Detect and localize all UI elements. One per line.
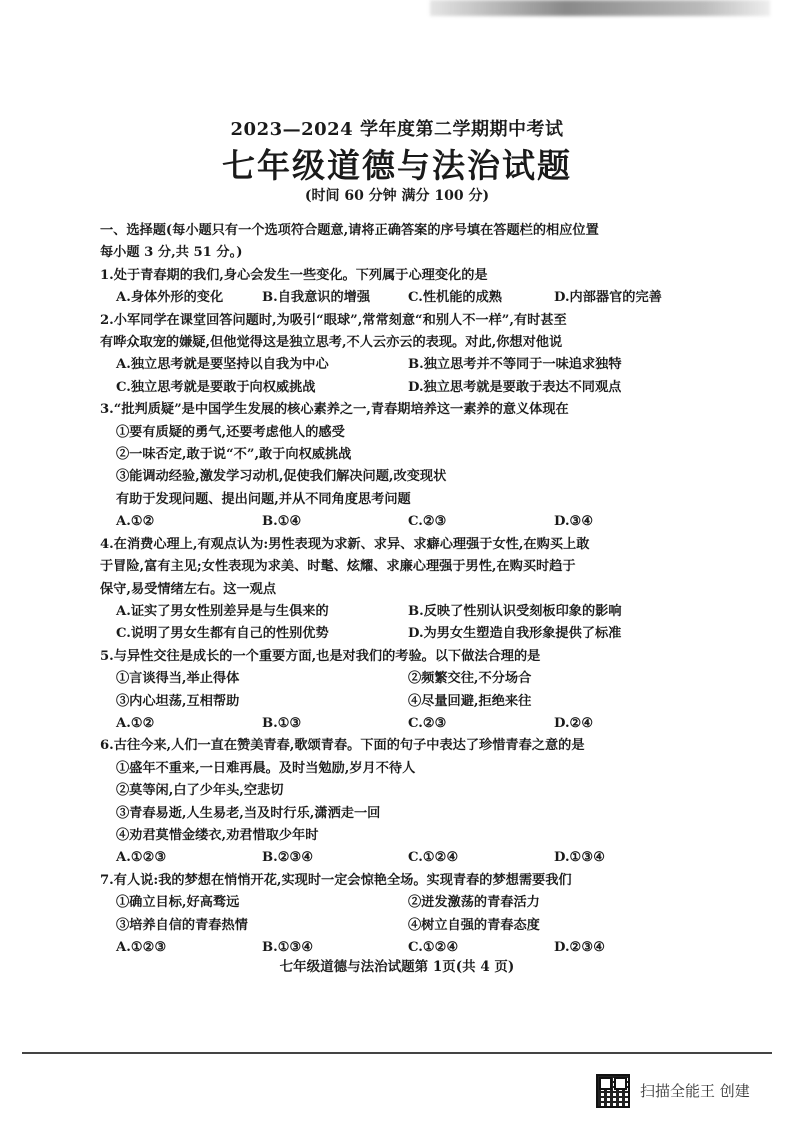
statement-2: ②迸发激荡的青春活力 [408,895,540,911]
statement-1: ①言谈得当,举止得体 [116,671,240,687]
statements-row [100,691,700,713]
option-c: C.独立思考就是要敢于向权威挑战 [116,379,316,395]
question-1 [100,265,700,310]
options-row [100,713,700,735]
question-7 [100,870,700,960]
option-a: A.①②③ [116,940,167,955]
statement-3: ③培养自信的青春热情 [116,917,248,933]
option-d: D.②④ [554,715,594,731]
option-c: C.②③ [408,514,447,530]
option-c: C.性机能的成熟 [408,290,502,306]
exam-year: 2023—2024 学年度第二学期期中考试 [230,119,564,140]
option-a: A.①② [116,715,155,731]
options-row [100,354,700,376]
page-footer: 七年级道德与法治试题第 1页(共 4 页) [279,959,515,975]
divider-line [22,1052,772,1054]
scan-smudge [430,0,770,16]
question-stem: 7.有人说:我的梦想在悄悄开花,实现时一定会惊艳全场。实现青春的梦想需要我们 [100,872,572,888]
options-row [100,377,700,399]
section-heading: 一、选择题(每小题只有一个选项符合题意,请将正确答案的序号填在答题栏的相应位置 [100,223,599,238]
option-d: D.为男女生塑造自我形象提供了标准 [408,626,622,642]
question-stem-cont: 于冒险,富有主见;女性表现为求美、时髦、炫耀、求廉心理强于男性,在购买时趋于 [100,559,576,575]
question-stem-cont: 保守,易受情绪左右。这一观点 [100,581,277,597]
question-3 [100,399,700,533]
option-b: B.①④ [262,514,302,530]
qr-code-icon [596,1074,630,1108]
question-stem: 2.小军同学在课堂回答问题时,为吸引“眼球”,常常刻意“和别人不一样”,有时甚至 [100,312,567,328]
question-stem: 4.在消费心理上,有观点认为:男性表现为求新、求异、求癖心理强于女性,在购买上敢 [100,536,590,552]
statement-3: ③青春易逝,人生易老,当及时行乐,潇洒走一回 [116,805,381,821]
statement-2: ②一味否定,敢于说“不”,敢于向权威挑战 [116,447,352,463]
question-4 [100,534,700,646]
option-c: C.说明了男女生都有自己的性别优势 [116,626,329,642]
option-b: B.自我意识的增强 [262,290,371,306]
exam-title: 七年级道德与法治试题 [222,146,572,185]
option-a: A.①② [116,514,155,530]
question-stem: 6.古往今来,人们一直在赞美青春,歌颂青春。下面的句子中表达了珍惜青春之意的是 [100,738,585,754]
statement-4: ④尽量回避,拒绝来往 [408,693,532,709]
question-6 [100,735,700,869]
option-d: D.③④ [554,514,594,530]
question-stem: 1.处于青春期的我们,身心会发生一些变化。下列属于心理变化的是 [100,267,488,283]
option-a: A.身体外形的变化 [116,290,224,306]
statement-4: ④树立自强的青春态度 [408,917,540,933]
question-stem: 5.与异性交往是成长的一个重要方面,也是对我们的考验。以下做法合理的是 [100,648,541,664]
exam-subtitle: (时间 60 分钟 满分 100 分) [304,188,490,204]
option-b: B.②③④ [262,850,314,866]
question-stem: 3.“批判质疑”是中国学生发展的核心素养之一,青春期培养这一素养的意义体现在 [100,402,569,418]
option-c: C.①②④ [408,940,459,955]
statements-row [100,668,700,690]
statements-row [100,892,700,914]
section-heading-cont: 每小题 3 分,共 51 分。) [100,245,243,261]
option-b: B.①③④ [262,940,314,955]
options-row [100,511,700,533]
scanner-watermark: 扫描全能王 创建 [640,1082,750,1100]
option-d: D.内部器官的完善 [554,290,662,306]
option-d: D.①③④ [554,850,606,866]
option-b: B.①③ [262,715,302,731]
statement-1: ①确立目标,好高骛远 [116,895,240,911]
question-stem-cont: 有哗众取宠的嫌疑,但他觉得这是独立思考,不人云亦云的表现。对此,你想对他说 [100,335,563,351]
option-c: C.②③ [408,715,447,731]
option-d: D.②③④ [554,940,606,955]
option-a: A.证实了男女性别差异是与生俱来的 [116,603,329,619]
options-row [100,287,700,309]
statement-1: ①要有质疑的勇气,还要考虑他人的感受 [116,424,345,440]
option-d: D.独立思考就是要敢于表达不同观点 [408,379,622,395]
option-b: B.独立思考并不等同于一味追求独特 [408,357,622,373]
option-b: B.反映了性别认识受刻板印象的影响 [408,603,622,619]
statement-4: 有助于发现问题、提出问题,并从不同角度思考问题 [116,491,411,507]
option-a: A.独立思考就是要坚持以自我为中心 [116,357,329,373]
question-5 [100,646,700,736]
statement-2: ②莫等闲,白了少年头,空悲切 [116,783,284,799]
question-2 [100,310,700,400]
option-c: C.①②④ [408,850,459,866]
statement-2: ②频繁交往,不分场合 [408,671,532,687]
option-a: A.①②③ [116,850,167,866]
statements-row [100,915,700,937]
statement-1: ①盛年不重来,一日难再晨。及时当勉励,岁月不待人 [116,760,416,776]
options-row [100,623,700,645]
question-list [100,220,700,959]
statement-3: ③能调动经验,激发学习动机,促使我们解决问题,改变现状 [116,469,447,485]
statement-4: ④劝君莫惜金缕衣,劝君惜取少年时 [116,827,319,843]
options-row [100,601,700,623]
statement-3: ③内心坦荡,互相帮助 [116,693,240,709]
options-row [100,847,700,869]
